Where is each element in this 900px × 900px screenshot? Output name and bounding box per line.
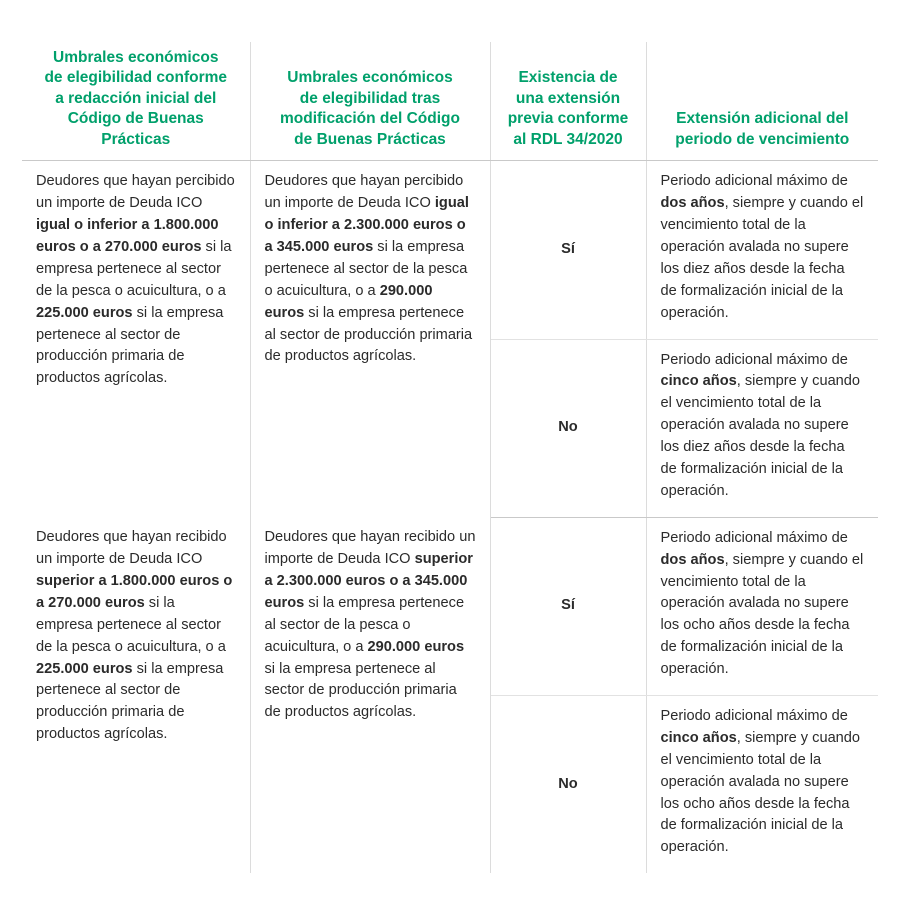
text-fragment: si la empresa pertenece al sector de producción primaria de productos agrícolas. <box>36 660 224 743</box>
column-header-extension-previa <box>490 42 646 161</box>
cell-umbral-modificado <box>250 517 490 873</box>
text-fragment-bold: superior a 1.800.000 euros o a 270.000 euros <box>36 573 233 611</box>
column-header-extension-adicional <box>646 42 878 161</box>
header-line: periodo de vencimiento <box>675 130 850 148</box>
text-fragment: Periodo adicional máximo de <box>660 529 848 546</box>
text-fragment: Deudores que hayan recibido un importe de Deuda ICO <box>264 529 476 568</box>
text-fragment-bold: 290.000 euros <box>264 282 433 321</box>
text-fragment: , siempre y cuando el vencimiento total de la operación avalada no supere los ocho años desde la fecha de formalización inicial de la operación. <box>660 551 864 678</box>
table-row <box>22 517 878 695</box>
cell-extension-adicional <box>646 161 878 339</box>
header-line: Extensión adicional del <box>676 110 849 128</box>
header-line: Umbrales económicos <box>287 69 453 87</box>
header-line: de elegibilidad conforme <box>44 69 228 87</box>
header-line: Código de Buenas <box>67 110 204 128</box>
text-fragment: , siempre y cuando el vencimiento total de la operación avalada no supere los diez años desde la fecha de formalización inicial de la operación. <box>660 195 864 321</box>
header-row <box>22 42 878 161</box>
header-line: una extensión <box>515 89 621 107</box>
text-fragment-bold: dos años <box>660 195 725 212</box>
header-line: Existencia de <box>518 69 618 87</box>
cell-extension-previa: No <box>490 695 646 873</box>
cell-extension-adicional <box>646 517 878 695</box>
eligibility-thresholds-table <box>22 42 878 873</box>
text-fragment: si la empresa pertenece al sector de la pesca o acuicultura, o a <box>264 238 468 299</box>
text-fragment: si la empresa pertenece al sector de la pesca o acuicultura, o a <box>36 594 226 655</box>
header-line: previa conforme <box>507 110 629 128</box>
text-fragment: , siempre y cuando el vencimiento total de la operación avalada no supere los ocho años desde la fecha de formalización inicial de la operación. <box>660 729 861 856</box>
table-row <box>22 161 878 339</box>
text-fragment-bold: dos años <box>660 551 725 568</box>
cell-umbral-inicial <box>22 161 250 517</box>
text-fragment-bold: superior a 2.300.000 euros o a 345.000 euros <box>264 551 473 611</box>
text-fragment: Deudores que hayan percibido un importe de Deuda ICO <box>36 173 235 212</box>
header-line: modificación del Código <box>280 110 460 128</box>
column-header-umbrales-modificacion <box>250 42 490 161</box>
table-container <box>22 42 878 873</box>
text-fragment: si la empresa pertenece al sector de producción primaria de productos agrícolas. <box>264 304 473 365</box>
text-fragment-bold: igual o inferior a 2.300.000 euros o a 345.000 euros <box>264 195 469 255</box>
text-fragment-bold: 225.000 euros <box>36 304 133 321</box>
table-body <box>22 161 878 873</box>
cell-extension-adicional <box>646 695 878 873</box>
text-fragment: si la empresa pertenece al sector de la pesca o acuicultura, o a <box>264 594 465 655</box>
header-line: Prácticas <box>101 130 171 148</box>
cell-extension-adicional <box>646 339 878 517</box>
text-fragment: , siempre y cuando el vencimiento total de la operación avalada no supere los diez años desde la fecha de formalización inicial de la operación. <box>660 373 861 499</box>
header-line: de Buenas Prácticas <box>294 130 446 148</box>
cell-umbral-modificado <box>250 161 490 517</box>
text-fragment: si la empresa pertenece al sector de producción primaria de productos agrícolas. <box>264 660 457 721</box>
header-line: a redacción inicial del <box>55 89 217 107</box>
text-fragment-bold: cinco años <box>660 729 737 746</box>
text-fragment: Deudores que hayan recibido un importe de Deuda ICO <box>36 529 227 568</box>
header-line: al RDL 34/2020 <box>513 130 623 148</box>
text-fragment: si la empresa pertenece al sector de la pesca o acuicultura, o a <box>36 238 232 299</box>
text-fragment-bold: 225.000 euros <box>36 660 133 677</box>
text-fragment-bold: cinco años <box>660 373 737 390</box>
header-line: de elegibilidad tras <box>299 89 441 107</box>
header-line: Umbrales económicos <box>53 49 219 66</box>
cell-extension-previa: No <box>490 339 646 517</box>
text-fragment: Periodo adicional máximo de <box>660 173 848 190</box>
cell-extension-previa: Sí <box>490 161 646 339</box>
text-fragment: Periodo adicional máximo de <box>660 351 848 368</box>
text-fragment: Periodo adicional máximo de <box>660 707 848 724</box>
text-fragment-bold: 290.000 euros <box>367 638 465 655</box>
column-header-umbrales-inicial <box>22 42 250 161</box>
cell-extension-previa: Sí <box>490 517 646 695</box>
text-fragment: si la empresa pertenece al sector de producción primaria de productos agrícolas. <box>36 304 224 387</box>
table-header <box>22 42 878 161</box>
text-fragment: Deudores que hayan percibido un importe de Deuda ICO <box>264 173 464 212</box>
cell-umbral-inicial <box>22 517 250 873</box>
text-fragment-bold: igual o inferior a 1.800.000 euros o a 270.000 euros <box>36 217 219 255</box>
